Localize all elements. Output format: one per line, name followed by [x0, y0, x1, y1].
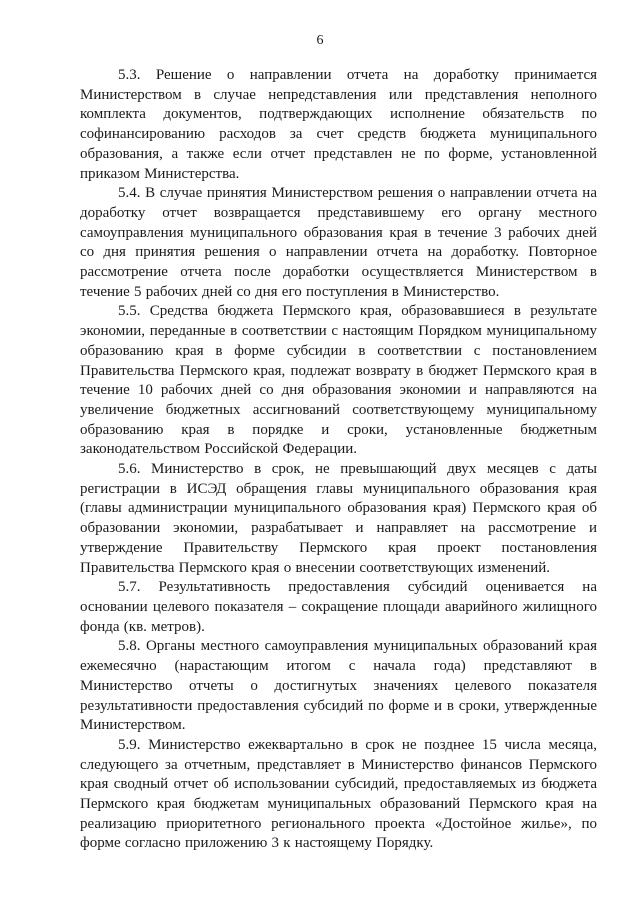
- document-body: [80, 66, 597, 854]
- paragraph-5-7: 5.7. Результативность предоставления субсидий оценивается на основании целевого показателя – сокращение площади аварийного жилищного фонда (кв. метров).: [80, 579, 597, 635]
- paragraph-5-8: 5.8. Органы местного самоуправления муниципальных образований края ежемесячно (нарастающим итогом с начала года) представляют в Министерство отчеты о достигнутых значениях целевого показателя результативности предоставления субсидий по форме и в сроки, утвержденные Министерством.: [80, 638, 597, 734]
- paragraph-5-3: 5.3. Решение о направлении отчета на доработку принимается Министерством в случае непредставления или представления неполного комплекта документов, подтверждающих исполнение обязательств по софинансированию расходов за счет средств бюджета муниципального образования, а также если отчет представлен не по форме, установленной приказом Министерства.: [80, 67, 597, 182]
- paragraph-5-6: 5.6. Министерство в срок, не превышающий двух месяцев с даты регистрации в ИСЭД обращения главы муниципального образования края (главы администрации муниципального образования края) Пермского края об образовании экономии, разрабатывает и направляет на рассмотрение и утверждение Правительству Пермского края проект постановления Правительства Пермского края о внесении соответствующих изменений.: [80, 461, 597, 576]
- paragraph-5-9: 5.9. Министерство ежеквартально в срок не позднее 15 числа месяца, следующего за отчетным, представляет в Министерство финансов Пермского края сводный отчет об использовании субсидий, предоставляемых из бюджета Пермского края бюджетам муниципальных образований Пермского края на реализацию приоритетного регионального проекта «Достойное жилье», по форме согласно приложению 3 к настоящему Порядку.: [80, 736, 597, 852]
- paragraph-5-4: 5.4. В случае принятия Министерством решения о направлении отчета на доработку отчет возвращается представившему его органу местного самоуправления муниципального образования края в течение 3 рабочих дней со дня принятия решения о направлении отчета на доработку. Повторное рассмотрение отчета после доработки осуществляется Министерством в течение 5 рабочих дней со дня его поступления в Министерство.: [80, 185, 597, 300]
- page-number: 6: [316, 33, 324, 48]
- paragraph-5-5: 5.5. Средства бюджета Пермского края, образовавшиеся в результате экономии, переданные в соответствии с настоящим Порядком муниципальному образованию края в форме субсидии в соответствии с постановлением Правительства Пермского края, подлежат возврату в бюджет Пермского края в течение 10 рабочих дней со дня образования экономии и направляются на увеличение бюджетных ассигнований соответствующему муниципальному образованию края в порядке и сроки, установленные бюджетным законодательством Российской Федерации.: [80, 303, 597, 458]
